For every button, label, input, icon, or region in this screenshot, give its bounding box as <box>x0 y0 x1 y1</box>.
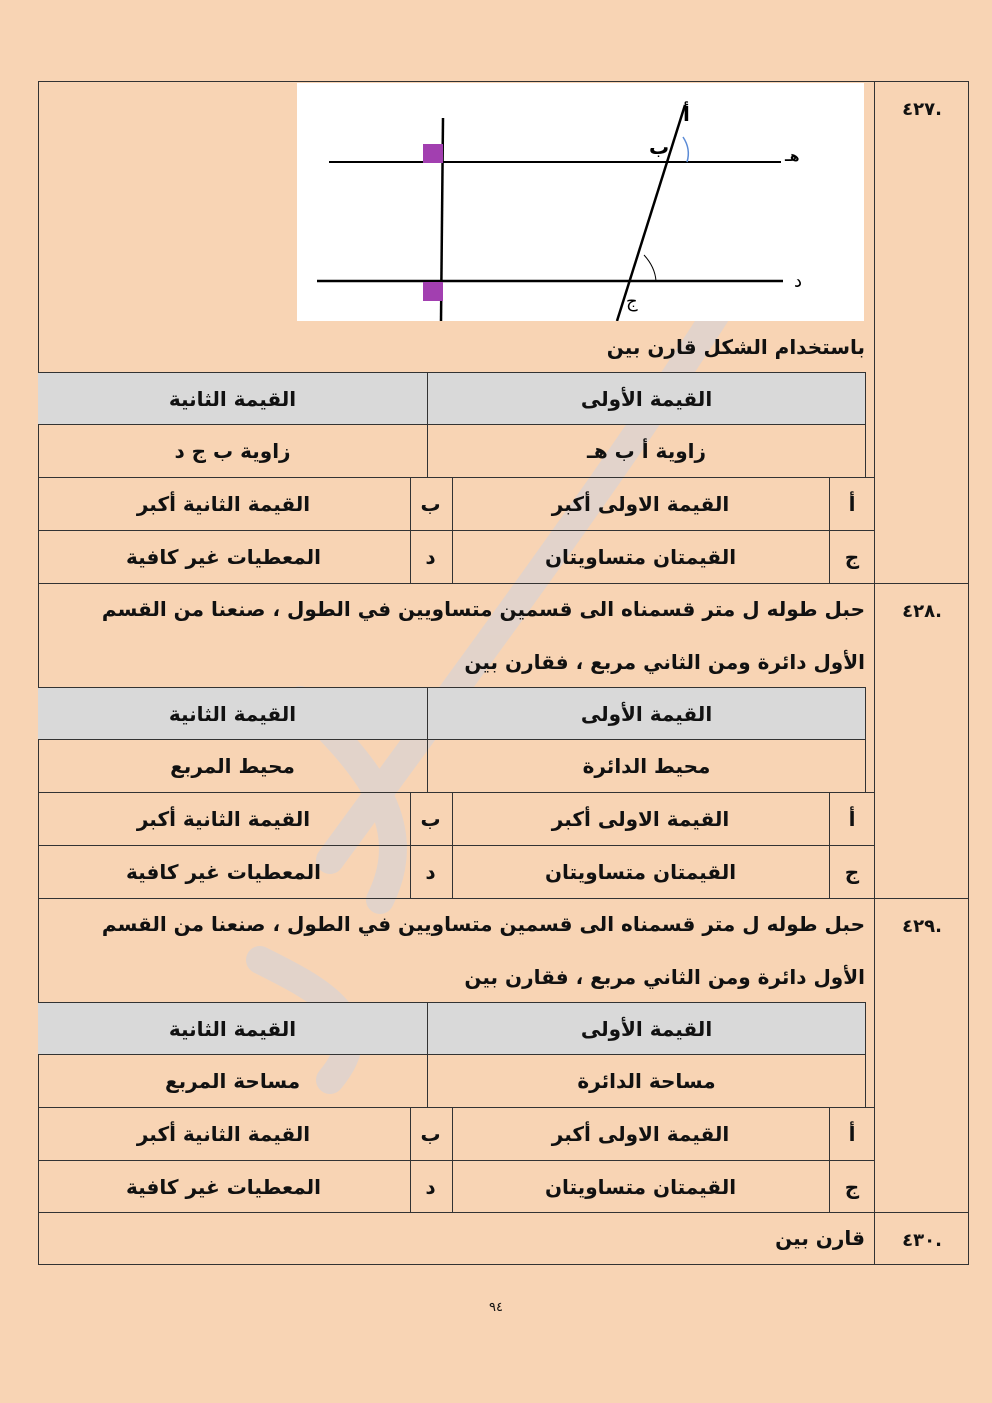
worksheet-table <box>38 81 969 1265</box>
question-text-430: قارن بين <box>775 1226 865 1250</box>
option-letter-a[interactable]: أ <box>848 492 856 516</box>
option-letter-c[interactable]: ج <box>844 545 860 569</box>
value-second: مساحة المربع <box>164 1069 301 1093</box>
option-text-c[interactable]: القيمتان متساويتان <box>544 545 737 569</box>
option-text-b[interactable]: القيمة الثانية أكبر <box>136 807 311 831</box>
option-letter-c[interactable]: ج <box>844 860 860 884</box>
option-text-a[interactable]: القيمة الاولى أكبر <box>551 492 730 516</box>
question-number-428: .٤٢٨ <box>902 601 942 622</box>
option-letter-b[interactable]: ب <box>420 492 441 516</box>
option-letter-c[interactable]: ج <box>844 1174 860 1199</box>
column-header-second: القيمة الثانية <box>38 373 427 424</box>
label-a: أ <box>683 102 690 126</box>
question-number-430: .٤٣٠ <box>902 1230 942 1251</box>
option-text-c[interactable]: القيمتان متساويتان <box>544 860 737 884</box>
label-b: ب <box>649 135 670 159</box>
column-header-first: القيمة الأولى <box>428 1003 865 1054</box>
value-first: مساحة الدائرة <box>577 1069 716 1093</box>
option-letter-b[interactable]: ب <box>420 1122 441 1146</box>
question-text-428-line1: حبل طوله ل متر قسمناه الى قسمين متساويين في الطول ، صنعنا من القسم <box>101 597 865 621</box>
column-header-second: القيمة الثانية <box>38 1003 427 1054</box>
option-letter-b[interactable]: ب <box>420 807 441 831</box>
question-number-427: .٤٢٧ <box>902 99 942 120</box>
option-letter-a[interactable]: أ <box>848 1122 856 1146</box>
option-text-c[interactable]: القيمتان متساويتان <box>544 1174 737 1199</box>
question-text-429-line1: حبل طوله ل متر قسمناه الى قسمين متساويين في الطول ، صنعنا من القسم <box>101 912 865 936</box>
question-text-429-line2: الأول دائرة ومن الثاني مربع ، فقارن بين <box>464 965 865 989</box>
column-header-second: القيمة الثانية <box>38 688 427 739</box>
option-text-b[interactable]: القيمة الثانية أكبر <box>136 492 311 516</box>
label-j: ج <box>626 291 638 312</box>
column-header-first: القيمة الأولى <box>428 688 865 739</box>
question-text-428-line2: الأول دائرة ومن الثاني مربع ، فقارن بين <box>464 650 865 674</box>
option-letter-d[interactable]: د <box>425 860 436 884</box>
option-text-a[interactable]: القيمة الاولى أكبر <box>551 1122 730 1146</box>
option-letter-a[interactable]: أ <box>848 807 856 831</box>
value-first: محيط الدائرة <box>582 754 711 778</box>
question-text-427: باستخدام الشكل قارن بين <box>606 335 865 359</box>
right-angle-marker <box>423 282 443 301</box>
option-text-d[interactable]: المعطيات غير كافية <box>125 860 322 884</box>
value-second: محيط المربع <box>170 754 295 778</box>
right-angle-marker <box>423 144 443 163</box>
value-first: زاوية أ ب هـ <box>587 439 706 463</box>
angle-arc <box>683 137 688 162</box>
option-letter-d[interactable]: د <box>425 1174 436 1199</box>
value-second: زاوية ب ج د <box>174 439 291 463</box>
option-text-a[interactable]: القيمة الاولى أكبر <box>551 807 730 831</box>
angle-arc <box>644 255 656 281</box>
option-letter-d[interactable]: د <box>425 545 436 569</box>
label-h: هـ <box>785 149 800 165</box>
option-text-d[interactable]: المعطيات غير كافية <box>125 545 322 569</box>
option-text-d[interactable]: المعطيات غير كافية <box>125 1174 322 1199</box>
parallel-lines-diagram <box>297 83 864 321</box>
column-header-first: القيمة الأولى <box>428 373 865 424</box>
option-text-b[interactable]: القيمة الثانية أكبر <box>136 1122 311 1146</box>
geometry-figure <box>297 83 864 321</box>
page-number: ٩٤ <box>489 1300 503 1315</box>
label-d: د <box>794 271 803 292</box>
question-number-429: .٤٢٩ <box>902 916 942 937</box>
